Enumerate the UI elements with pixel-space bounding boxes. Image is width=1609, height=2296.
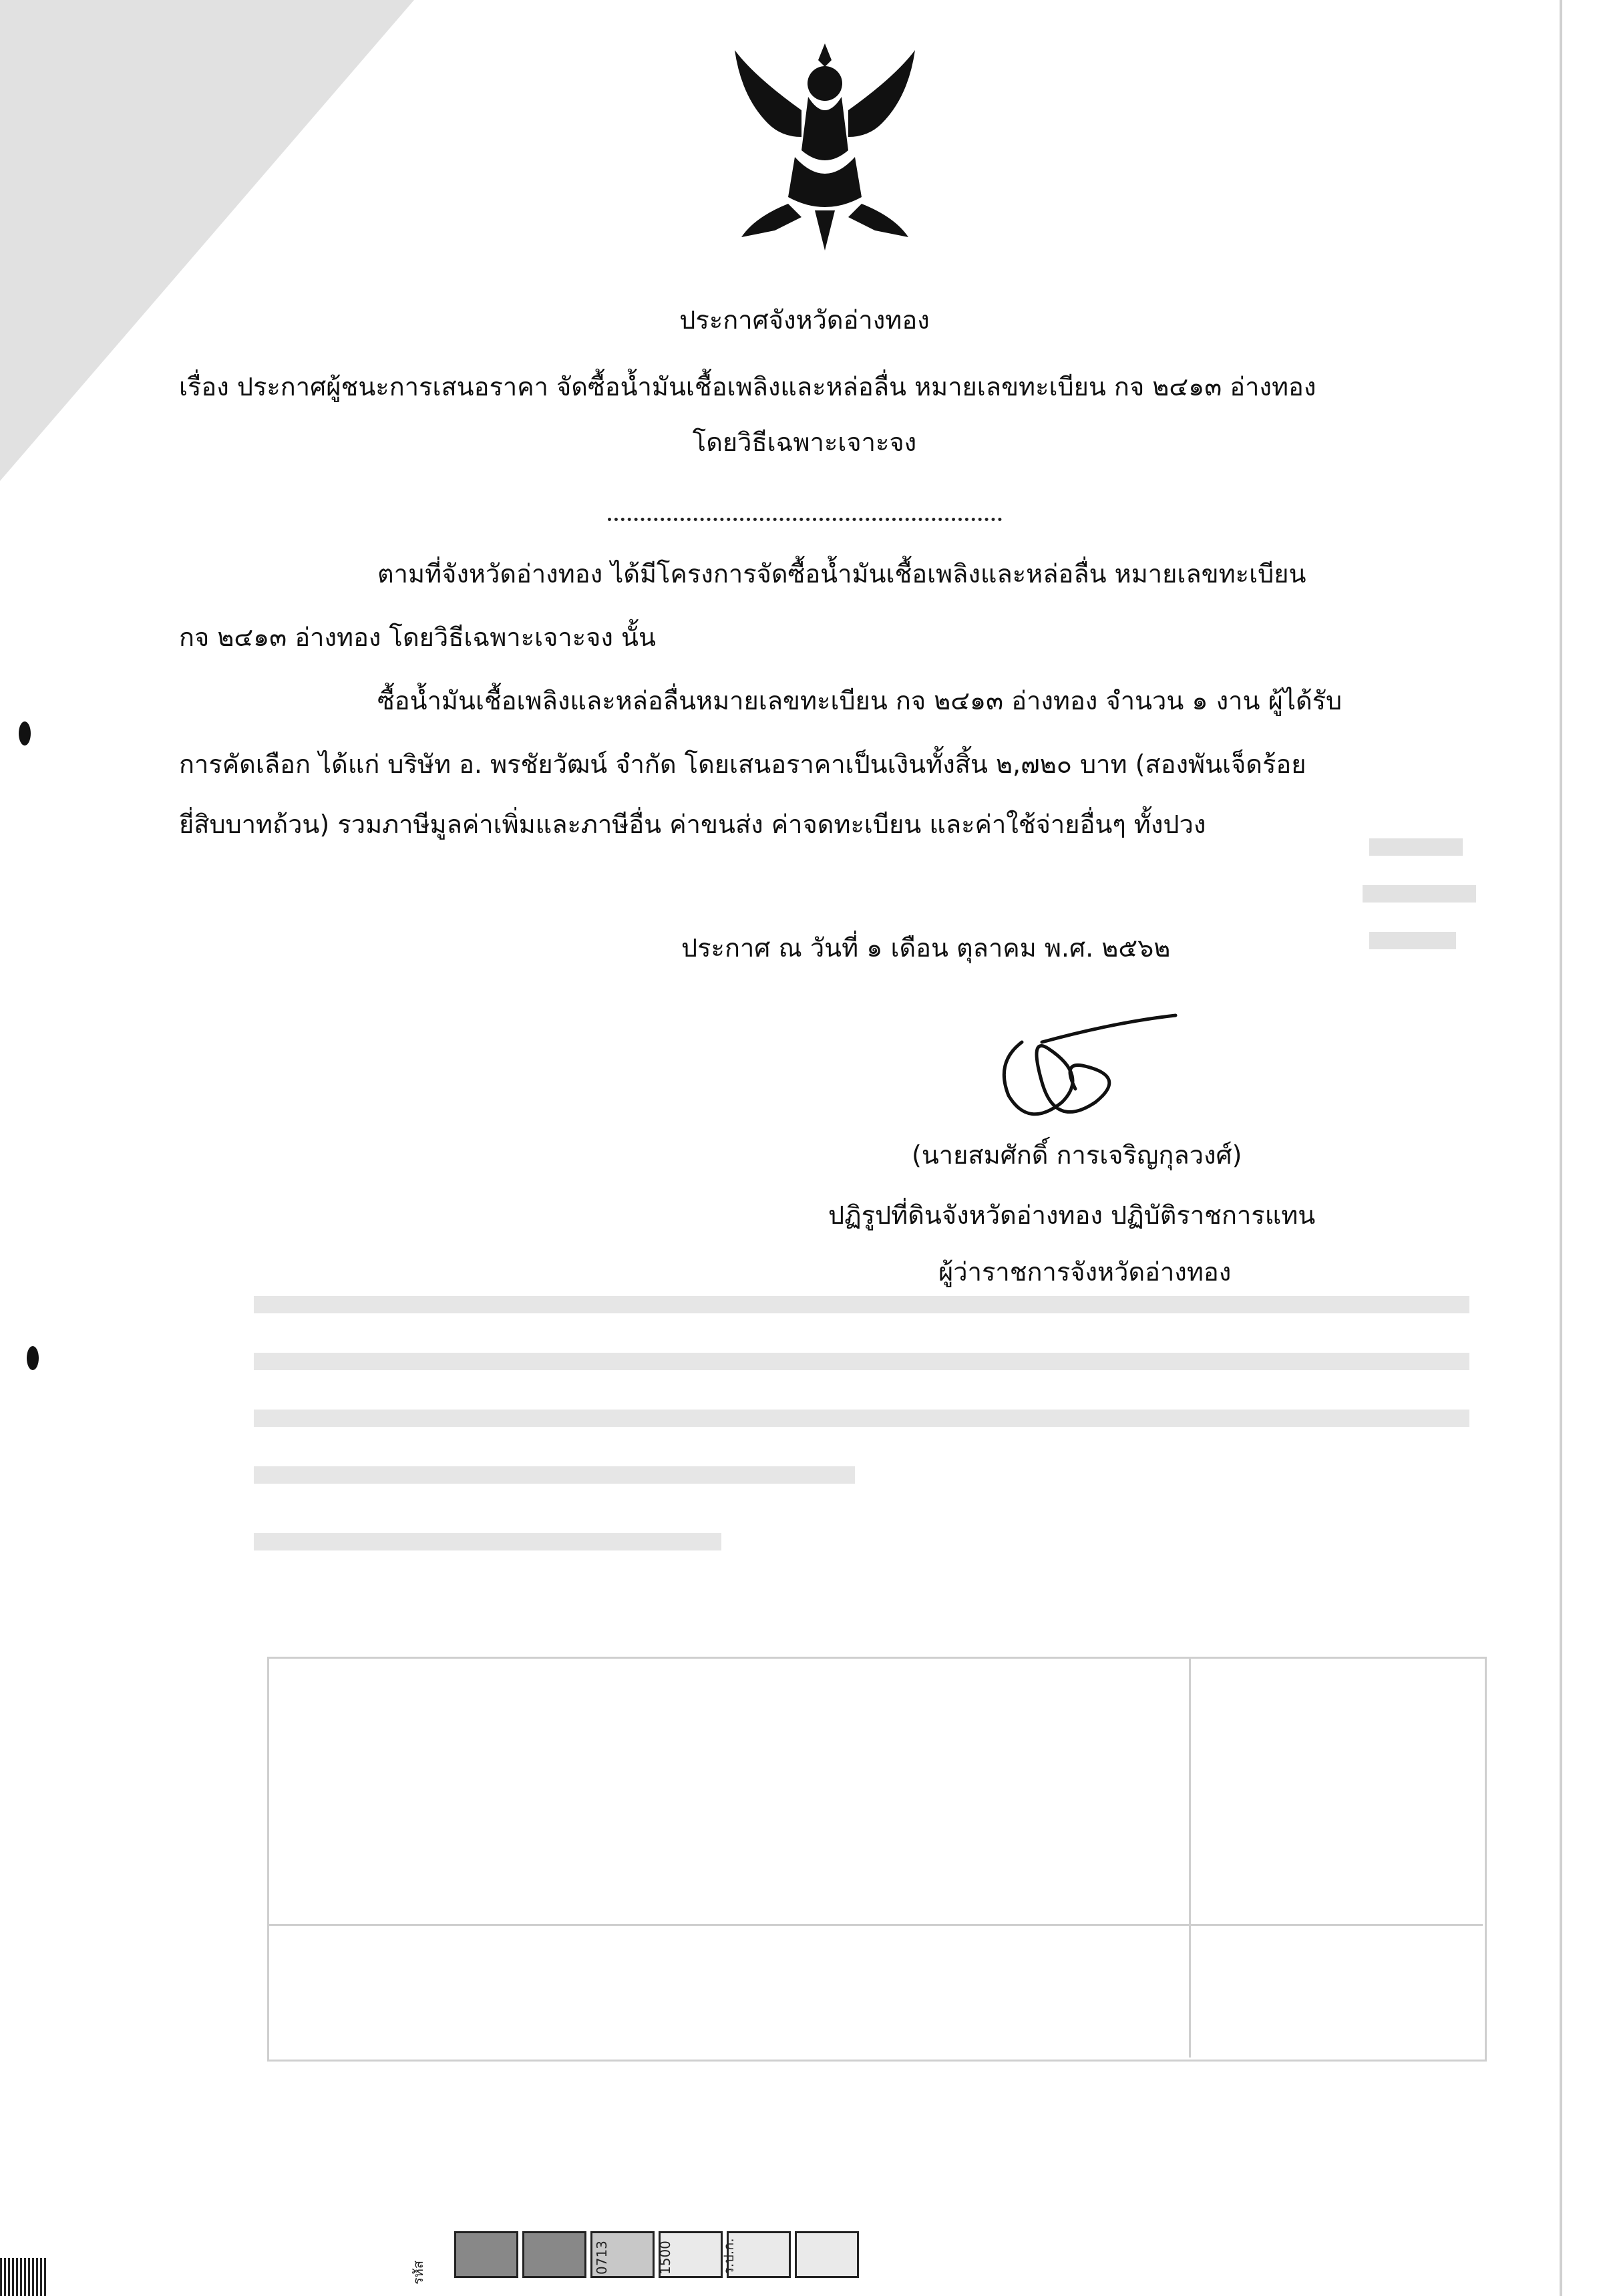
paragraph-2-line-2: การคัดเลือก ได้แก่ บริษัท อ. พรชัยวัฒน์ จำกัด โดยเสนอราคาเป็นเงินทั้งสิ้น ๒,๗๒๐ บาท (สองพันเจ็ดร้อย	[179, 750, 1306, 779]
stamp-code-0713: 0713	[594, 2241, 610, 2275]
paragraph-1-line-2: กจ ๒๔๑๓ อ่างทอง โดยวิธีเฉพาะเจาะจง นั้น	[179, 623, 656, 652]
stamp-label: รหัส	[410, 2260, 426, 2285]
signatory-position-2: ผู้ว่าราชการจังหวัดอ่างทอง	[938, 1257, 1232, 1287]
paragraph-2-line-1: ซื้อน้ำมันเชื้อเพลิงและหล่อลื่นหมายเลขทะเบียน กจ ๒๔๑๓ อ่างทอง จำนวน ๑ งาน ผู้ได้รับ	[377, 686, 1343, 715]
punch-hole-mark	[27, 1346, 39, 1370]
bleed-through-mark	[1369, 838, 1463, 856]
announce-date: ประกาศ ณ วันที่ ๑ เดือน ตุลาคม พ.ศ. ๒๕๖๒	[681, 933, 1171, 963]
code-stamp	[454, 2231, 859, 2278]
stamp-cell	[454, 2231, 518, 2278]
signatory-name: (นายสมศักดิ์ การเจริญกุลวงศ์)	[912, 1140, 1242, 1170]
bleed-through-mark	[1369, 932, 1456, 949]
bleed-through-mark	[254, 1296, 1469, 1313]
stamp-cell	[522, 2231, 586, 2278]
bleed-through-table	[267, 1657, 1487, 2062]
edge-barcode	[0, 2258, 47, 2296]
handwritten-signature	[982, 1002, 1196, 1136]
garuda-emblem-icon	[715, 37, 935, 257]
bleed-through-mark	[254, 1466, 855, 1484]
bleed-through-mark	[1363, 885, 1476, 903]
bleed-through-rule	[267, 1924, 1483, 1926]
separator-dots	[608, 518, 1002, 521]
paragraph-1-line-1: ตามที่จังหวัดอ่างทอง ได้มีโครงการจัดซื้อน้ำมันเชื้อเพลิงและหล่อลื่น หมายเลขทะเบียน	[377, 559, 1306, 589]
page-edge-shadow	[1560, 0, 1562, 2296]
stamp-code-agency: ร.ป.ก.	[721, 2238, 737, 2275]
signatory-position: ปฏิรูปที่ดินจังหวัดอ่างทอง ปฏิบัติราชการแทน	[828, 1200, 1316, 1230]
document-title: ประกาศจังหวัดอ่างทอง	[679, 305, 930, 335]
folded-corner	[0, 0, 414, 481]
subject-line-2: โดยวิธีเฉพาะเจาะจง	[692, 428, 917, 457]
subject-line: เรื่อง ประกาศผู้ชนะการเสนอราคา จัดซื้อน้ำมันเชื้อเพลิงและหล่อลื่น หมายเลขทะเบียน กจ ๒๔๑๓ อ่างทอง	[179, 372, 1316, 401]
stamp-code-1500: 1500	[657, 2241, 673, 2275]
paragraph-2-line-3: ยี่สิบบาทถ้วน) รวมภาษีมูลค่าเพิ่มและภาษีอื่น ค่าขนส่ง ค่าจดทะเบียน และค่าใช้จ่ายอื่นๆ ทั้งปวง	[179, 810, 1206, 839]
bleed-through-mark	[254, 1353, 1469, 1370]
stamp-cell	[795, 2231, 859, 2278]
bleed-through-mark	[254, 1410, 1469, 1427]
bleed-through-mark	[254, 1533, 721, 1550]
bleed-through-rule	[1189, 1657, 1191, 2058]
punch-hole-mark	[19, 721, 31, 746]
